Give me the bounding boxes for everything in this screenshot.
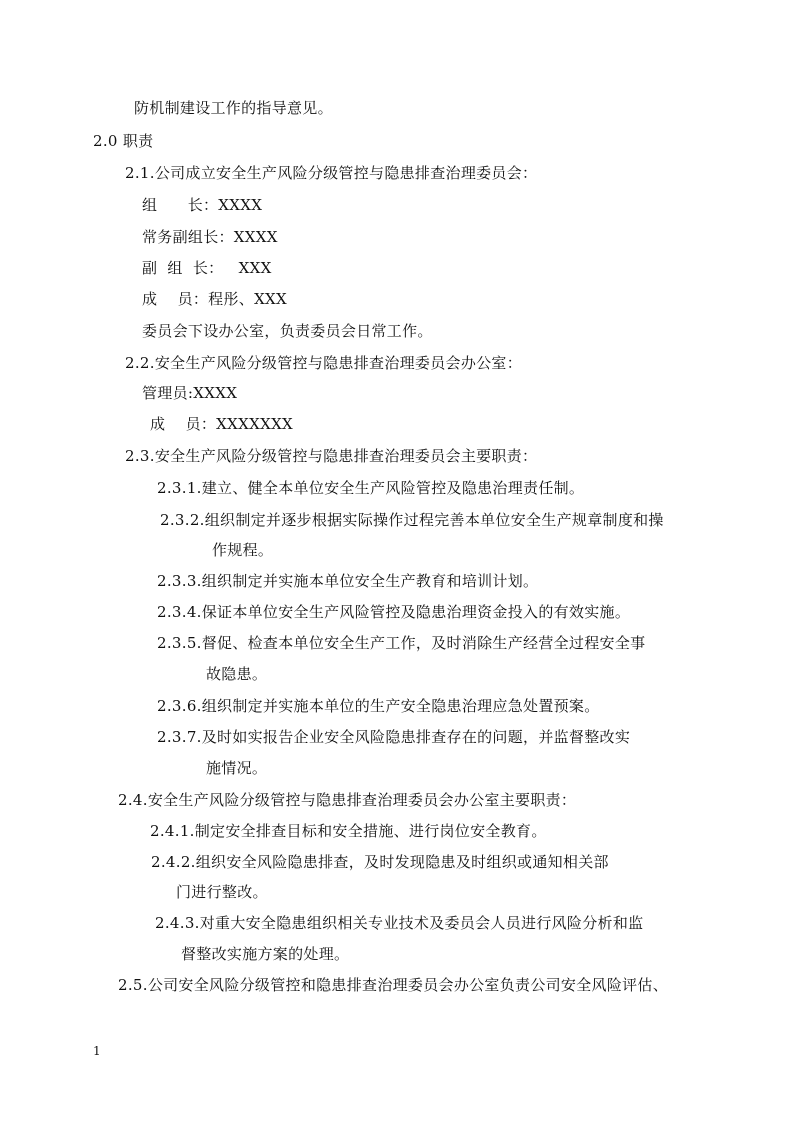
subsection-heading: 2.2.安全生产风险分级管控与隐患排查治理委员会办公室： — [125, 354, 523, 372]
list-item: 2.3.4.保证本单位安全生产风险管控及隐患治理资金投入的有效实施。 — [157, 603, 631, 621]
paragraph-continuation: 防机制建设工作的指导意见。 — [134, 99, 333, 117]
subsection-heading: 2.5.公司安全风险分级管控和隐患排查治理委员会办公室负责公司安全风险评估、 — [118, 976, 669, 994]
list-item: 2.4.1.制定安全排查目标和安全措施、进行岗位安全教育。 — [150, 822, 547, 840]
list-item-continuation: 门进行整改。 — [176, 883, 268, 901]
list-item: 2.4.3.对重大安全隐患组织相关专业技术及委员会人员进行风险分析和监 — [155, 914, 644, 932]
office-note: 委员会下设办公室，负责委员会日常工作。 — [142, 322, 433, 340]
committee-members: 成 员：程彤、XXX — [142, 290, 288, 308]
office-members: 成 员：XXXXXXX — [150, 415, 294, 433]
list-item: 2.4.2.组织安全风险隐患排查，及时发现隐患及时组织或通知相关部 — [151, 853, 609, 871]
list-item: 2.3.7.及时如实报告企业安全风险隐患排查存在的问题，并监督整改实 — [157, 728, 631, 746]
list-item-continuation: 作规程。 — [212, 541, 274, 559]
page-number: 1 — [93, 1044, 101, 1058]
list-item: 2.3.3.组织制定并实施本单位安全生产教育和培训计划。 — [157, 572, 539, 590]
list-item-continuation: 施情况。 — [206, 759, 268, 777]
committee-leader: 组 长：XXXX — [142, 196, 263, 214]
list-item: 2.3.1.建立、健全本单位安全生产风险管控及隐患治理责任制。 — [157, 479, 585, 497]
list-item: 2.3.5.督促、检查本单位安全生产工作，及时消除生产经营全过程安全事 — [157, 634, 646, 652]
subsection-heading: 2.4.安全生产风险分级管控与隐患排查治理委员会办公室主要职责： — [118, 791, 577, 809]
subsection-heading: 2.3.安全生产风险分级管控与隐患排查治理委员会主要职责： — [125, 447, 538, 465]
office-manager: 管理员:XXXX — [142, 384, 238, 402]
list-item-continuation: 督整改实施方案的处理。 — [181, 945, 350, 963]
committee-executive-deputy: 常务副组长：XXXX — [142, 228, 278, 246]
section-heading: 2.0 职责 — [93, 132, 154, 150]
committee-deputy: 副 组 长： XXX — [142, 259, 272, 277]
list-item: 2.3.6.组织制定并实施本单位的生产安全隐患治理应急处置预案。 — [157, 697, 600, 715]
subsection-heading: 2.1.公司成立安全生产风险分级管控与隐患排查治理委员会： — [125, 164, 538, 182]
list-item-continuation: 故隐患。 — [206, 665, 268, 683]
list-item: 2.3.2.组织制定并逐步根据实际操作过程完善本单位安全生产规章制度和操 — [160, 511, 664, 529]
